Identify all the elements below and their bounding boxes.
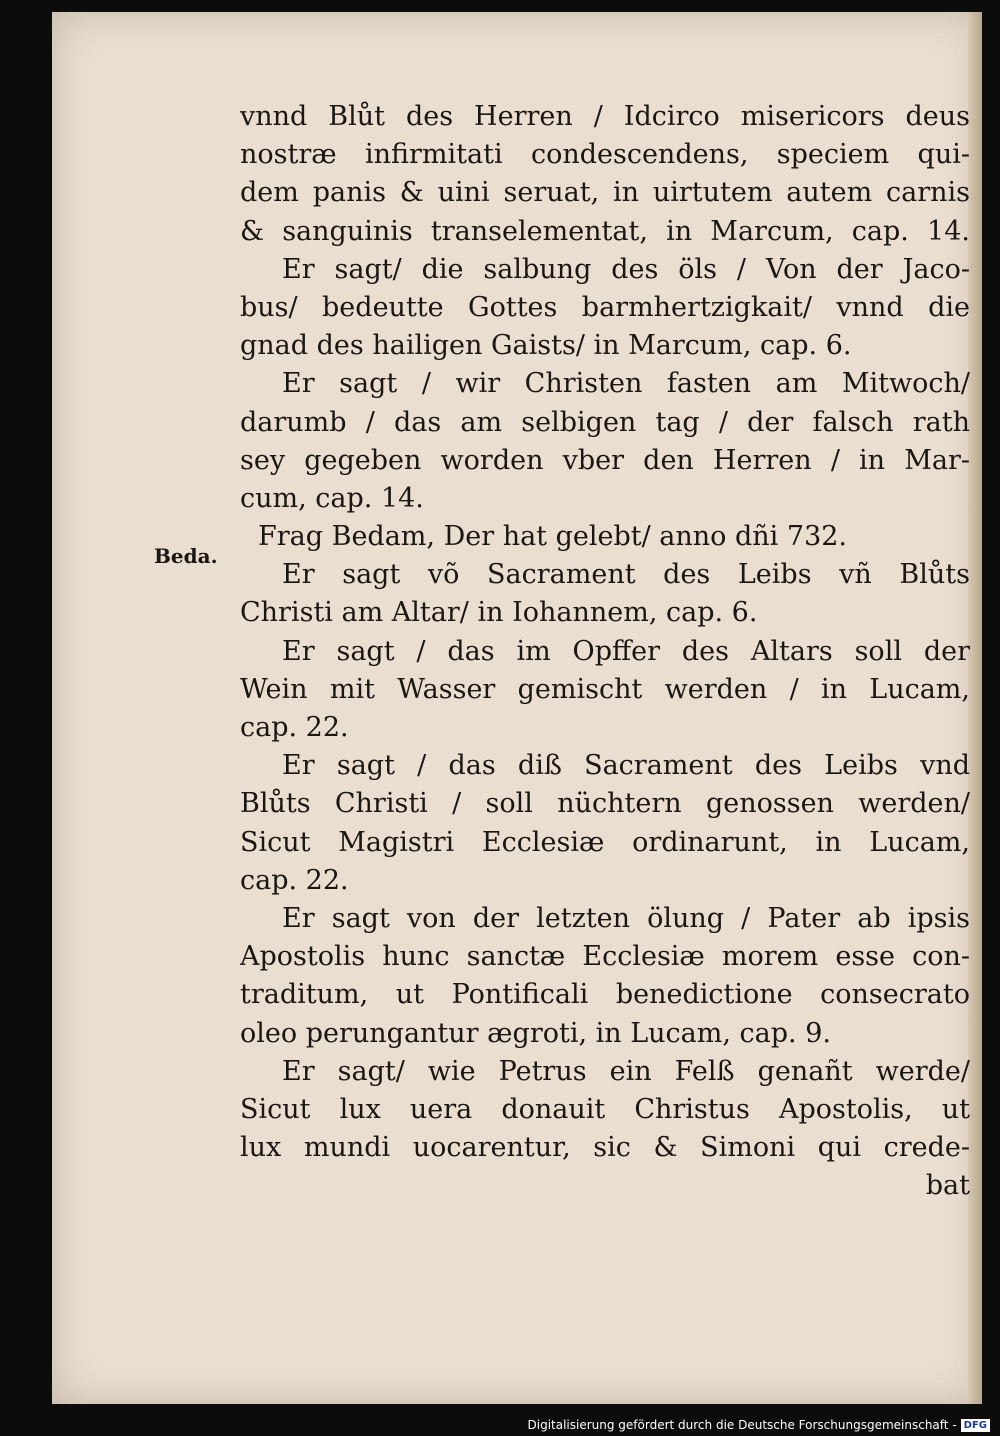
margin-note: Beda.	[154, 544, 218, 568]
credit-text: Digitalisierung gefördert durch die Deutsche Forschungsgemeinschaft -	[527, 1418, 957, 1432]
text-line: & sanguinis transelementat, in Marcum, cap. 14.	[240, 215, 970, 247]
book-page	[52, 12, 982, 1404]
text-line: gnad des hailigen Gaists/ in Marcum, cap. 6.	[240, 330, 852, 362]
text-line: Frag Bedam, Der hat gelebt/ anno dñi 732.	[258, 521, 848, 553]
text-line: dem panis & uini seruat, in uirtutem autem carnis	[240, 177, 970, 209]
text-line: oleo perungantur ægroti, in Lucam, cap. 9.	[240, 1017, 831, 1049]
text-line: lux mundi uocarentur, sic & Simoni qui crede-	[240, 1132, 970, 1164]
text-line: cap. 22.	[240, 864, 349, 896]
text-line: Blůts Christi / soll nüchtern genossen werden/	[240, 788, 970, 820]
text-line: Er sagt von der letzten ölung / Pater ab ipsis	[282, 902, 970, 934]
text-line: Christi am Altar/ in Iohannem, cap. 6.	[240, 597, 758, 629]
text-line: vnnd Blůt des Herren / Idcirco misericors deus	[240, 101, 970, 132]
page-text	[240, 98, 980, 1205]
text-line: Apostolis hunc sanctæ Ecclesiæ morem esse con-	[240, 941, 970, 973]
catchword: bat	[925, 1170, 970, 1202]
dfg-logo: DFG	[961, 1419, 990, 1432]
text-line: traditum, ut Pontificali benedictione consecrato	[240, 979, 970, 1011]
digitization-credit	[528, 1418, 991, 1432]
text-line: cap. 22.	[240, 712, 349, 743]
text-line: sey gegeben worden vber den Herren / in Mar-	[240, 444, 970, 476]
text-line: Er sagt/ wie Petrus ein Felß genañt werde/	[282, 1055, 970, 1087]
text-line: Er sagt võ Sacrament des Leibs vñ Blůts	[282, 559, 970, 591]
text-line: Sicut lux uera donauit Christus Apostolis, ut	[240, 1093, 970, 1125]
text-line: Er sagt / das diß Sacrament des Leibs vnd	[282, 750, 970, 782]
text-line: Wein mit Wasser gemischt werden / in Lucam,	[240, 673, 970, 705]
text-line: cum, cap. 14.	[240, 482, 424, 514]
text-line: darumb / das am selbigen tag / der falsch rath	[240, 406, 970, 438]
text-line: Er sagt / das im Opffer des Altars soll der	[282, 635, 970, 667]
text-line: bus/ bedeutte Gottes barmhertzigkait/ vnnd die	[240, 291, 970, 323]
text-line: Sicut Magistri Ecclesiæ ordinarunt, in Lucam,	[240, 826, 970, 858]
text-line: Er sagt / wir Christen fasten am Mitwoch/	[282, 368, 970, 400]
text-line: Er sagt/ die salbung des öls / Von der Jaco-	[282, 253, 970, 285]
text-line: nostræ infirmitati condescendens, speciem qui-	[240, 139, 970, 171]
